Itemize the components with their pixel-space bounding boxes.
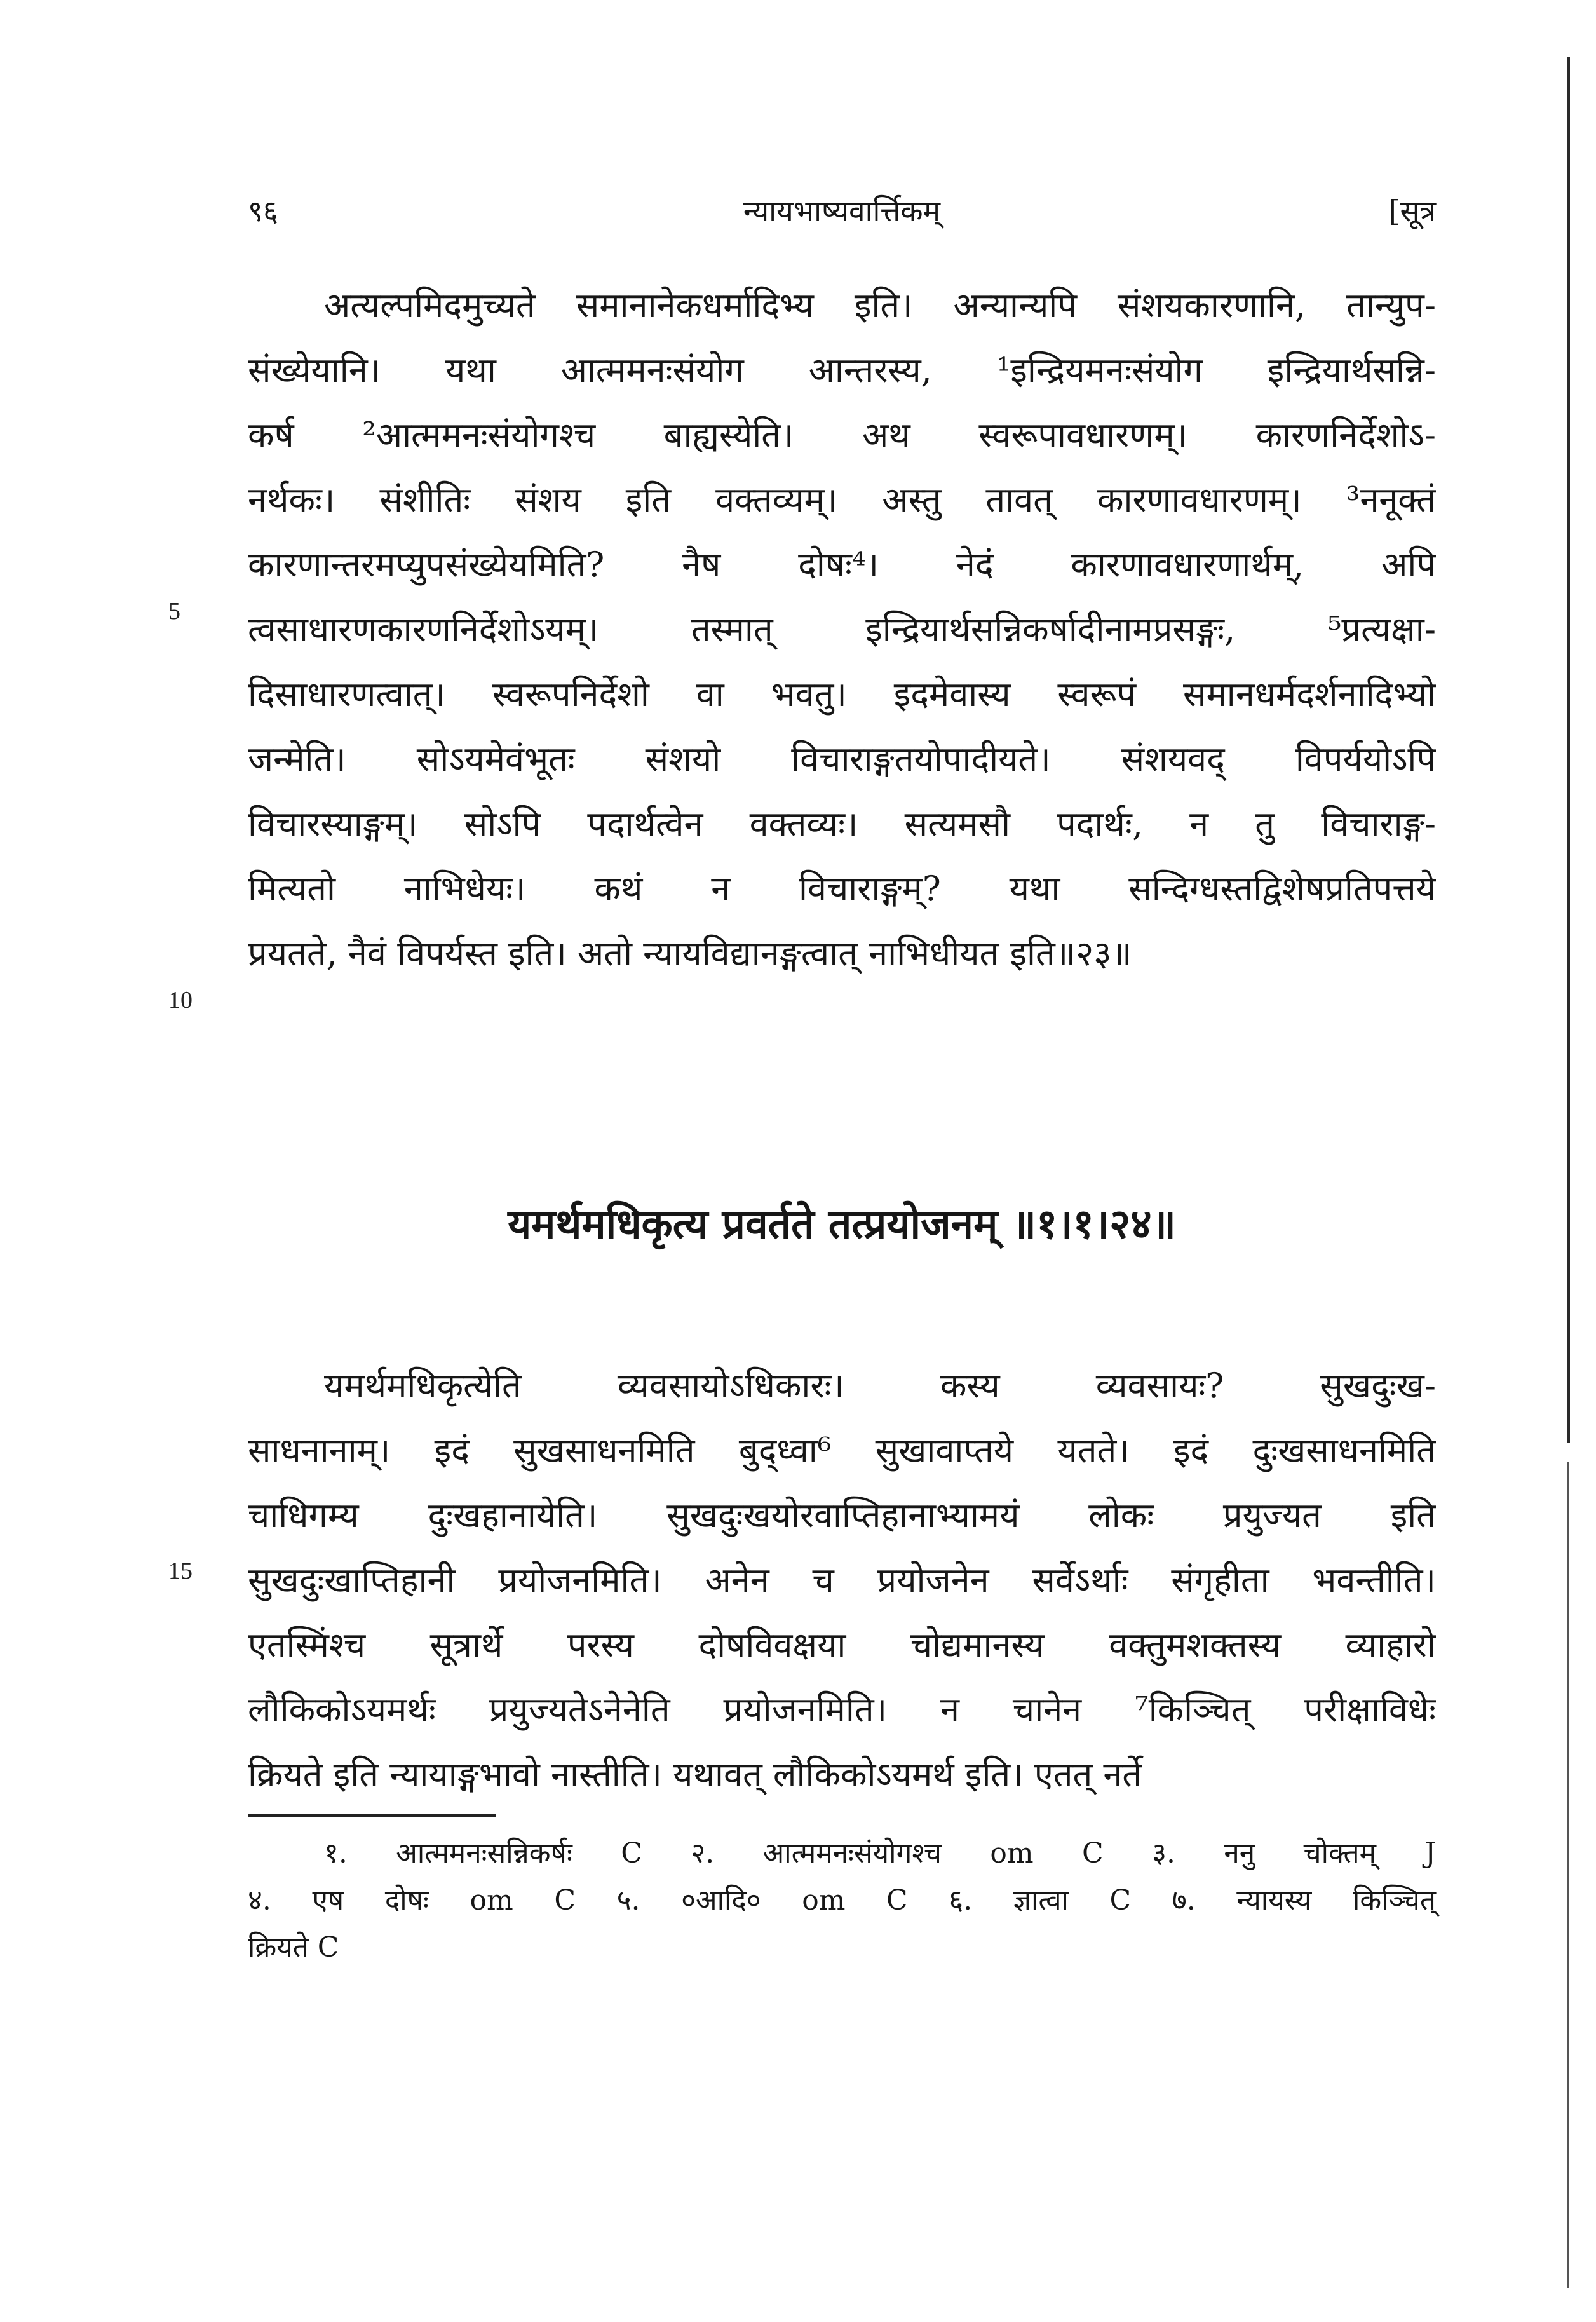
page-number: ९६	[248, 194, 278, 228]
page-header	[248, 191, 1436, 241]
text-line: नर्थकः। संशीतिः संशय इति वक्तव्यम्। अस्तु तावत् कारणावधारणम्। ³ननूक्तं	[248, 480, 1436, 520]
footnote-line: क्रियते C	[248, 1931, 339, 1964]
text-line: विचारस्याङ्गम्। सोऽपि पदार्थत्वेन वक्तव्यः। सत्यमसौ पदार्थः, न तु विचाराङ्ग-	[248, 804, 1436, 844]
text-line: यमर्थमधिकृत्येति व्यवसायोऽधिकारः। कस्य व्यवसायः? सुखदुःख-	[324, 1366, 1436, 1406]
text-line: साधनानाम्। इदं सुखसाधनमिति बुद्ध्वा⁶ सुखावाप्तये यतते। इदं दुःखसाधनमिति	[248, 1430, 1436, 1470]
footnote-line: १. आत्ममनःसन्निकर्षः C २. आत्ममनःसंयोगश्च om C ३. ननु चोक्तम् J	[324, 1837, 1436, 1870]
commentary-block-24	[248, 1354, 1436, 1807]
text-line: क्रियते इति न्यायाङ्गभावो नास्तीति। यथावत् लौकिकोऽयमर्थ इति। एतत् नर्ते	[248, 1755, 1142, 1795]
line-number-5: 5	[168, 598, 180, 625]
page-edge-line-lower	[1567, 1462, 1569, 2288]
section-label: [सूत्र	[1388, 194, 1436, 228]
footnote-rule	[248, 1814, 496, 1817]
text-line: एतस्मिंश्च सूत्रार्थे परस्य दोषविवक्षया चोद्यमानस्य वक्तुमशक्तस्य व्याहारो	[248, 1625, 1436, 1665]
text-line: दिसाधारणत्वात्। स्वरूपनिर्देशो वा भवतु। इदमेवास्य स्वरूपं समानधर्मदर्शनादिभ्यो	[248, 674, 1436, 714]
text-line: कारणान्तरमप्युपसंख्येयमिति? नैष दोषः⁴। नेदं कारणावधारणार्थम्, अपि	[248, 545, 1436, 585]
running-title: न्यायभाष्यवार्त्तिकम्	[743, 194, 941, 228]
text-line: चाधिगम्य दुःखहानायेति। सुखदुःखयोरवाप्तिहानाभ्यामयं लोकः प्रयुज्यत इति	[248, 1495, 1436, 1535]
text-line: मित्यतो नाभिधेयः। कथं न विचाराङ्गम्? यथा सन्दिग्धस्तद्विशेषप्रतिपत्तये	[248, 869, 1436, 909]
footnotes	[248, 1830, 1436, 1971]
text-line: सुखदुःखाप्तिहानी प्रयोजनमिति। अनेन च प्रयोजनेन सर्वेऽर्थाः संगृहीता भवन्तीति।	[248, 1560, 1436, 1600]
text-line: लौकिकोऽयमर्थः प्रयुज्यतेऽनेनेति प्रयोजनमिति। न चानेन ⁷किञ्चित् परीक्षाविधेः	[248, 1690, 1436, 1730]
line-number-10: 10	[168, 987, 193, 1014]
line-number-15: 15	[168, 1558, 193, 1584]
sutra-heading: यमर्थमधिकृत्य प्रवर्तते तत्प्रयोजनम् ॥१।१।२४॥	[508, 1200, 1176, 1248]
text-line: अत्यल्पमिदमुच्यते समानानेकधर्मादिभ्य इति। अन्यान्यपि संशयकारणानि, तान्युप-	[324, 285, 1436, 325]
text-line: त्वसाधारणकारणनिर्देशोऽयम्। तस्मात् इन्द्रियार्थसन्निकर्षादीनामप्रसङ्गः, ⁵प्रत्यक्षा-	[248, 609, 1436, 649]
page-edge-line	[1567, 57, 1570, 1443]
footnote-line: ४. एष दोषः om C ५. ०आदि० om C ६. ज्ञात्वा C ७. न्यायस्य किञ्चित्	[248, 1884, 1436, 1917]
text-line: प्रयतते, नैवं विपर्यस्त इति। अतो न्यायविद्यानङ्गत्वात् नाभिधीयत इति॥२३॥	[248, 934, 1132, 974]
text-line: संख्येयानि। यथा आत्ममनःसंयोग आन्तरस्य, ¹इन्द्रियमनःसंयोग इन्द्रियार्थसन्नि-	[248, 350, 1436, 390]
text-line: जन्मेति। सोऽयमेवंभूतः संशयो विचाराङ्गतयोपादीयते। संशयवद् विपर्ययोऽपि	[248, 739, 1436, 779]
text-line: कर्ष ²आत्ममनःसंयोगश्च बाह्यस्येति। अथ स्वरूपावधारणम्। कारणनिर्देशोऽ-	[248, 415, 1436, 455]
commentary-block-23	[248, 273, 1436, 986]
